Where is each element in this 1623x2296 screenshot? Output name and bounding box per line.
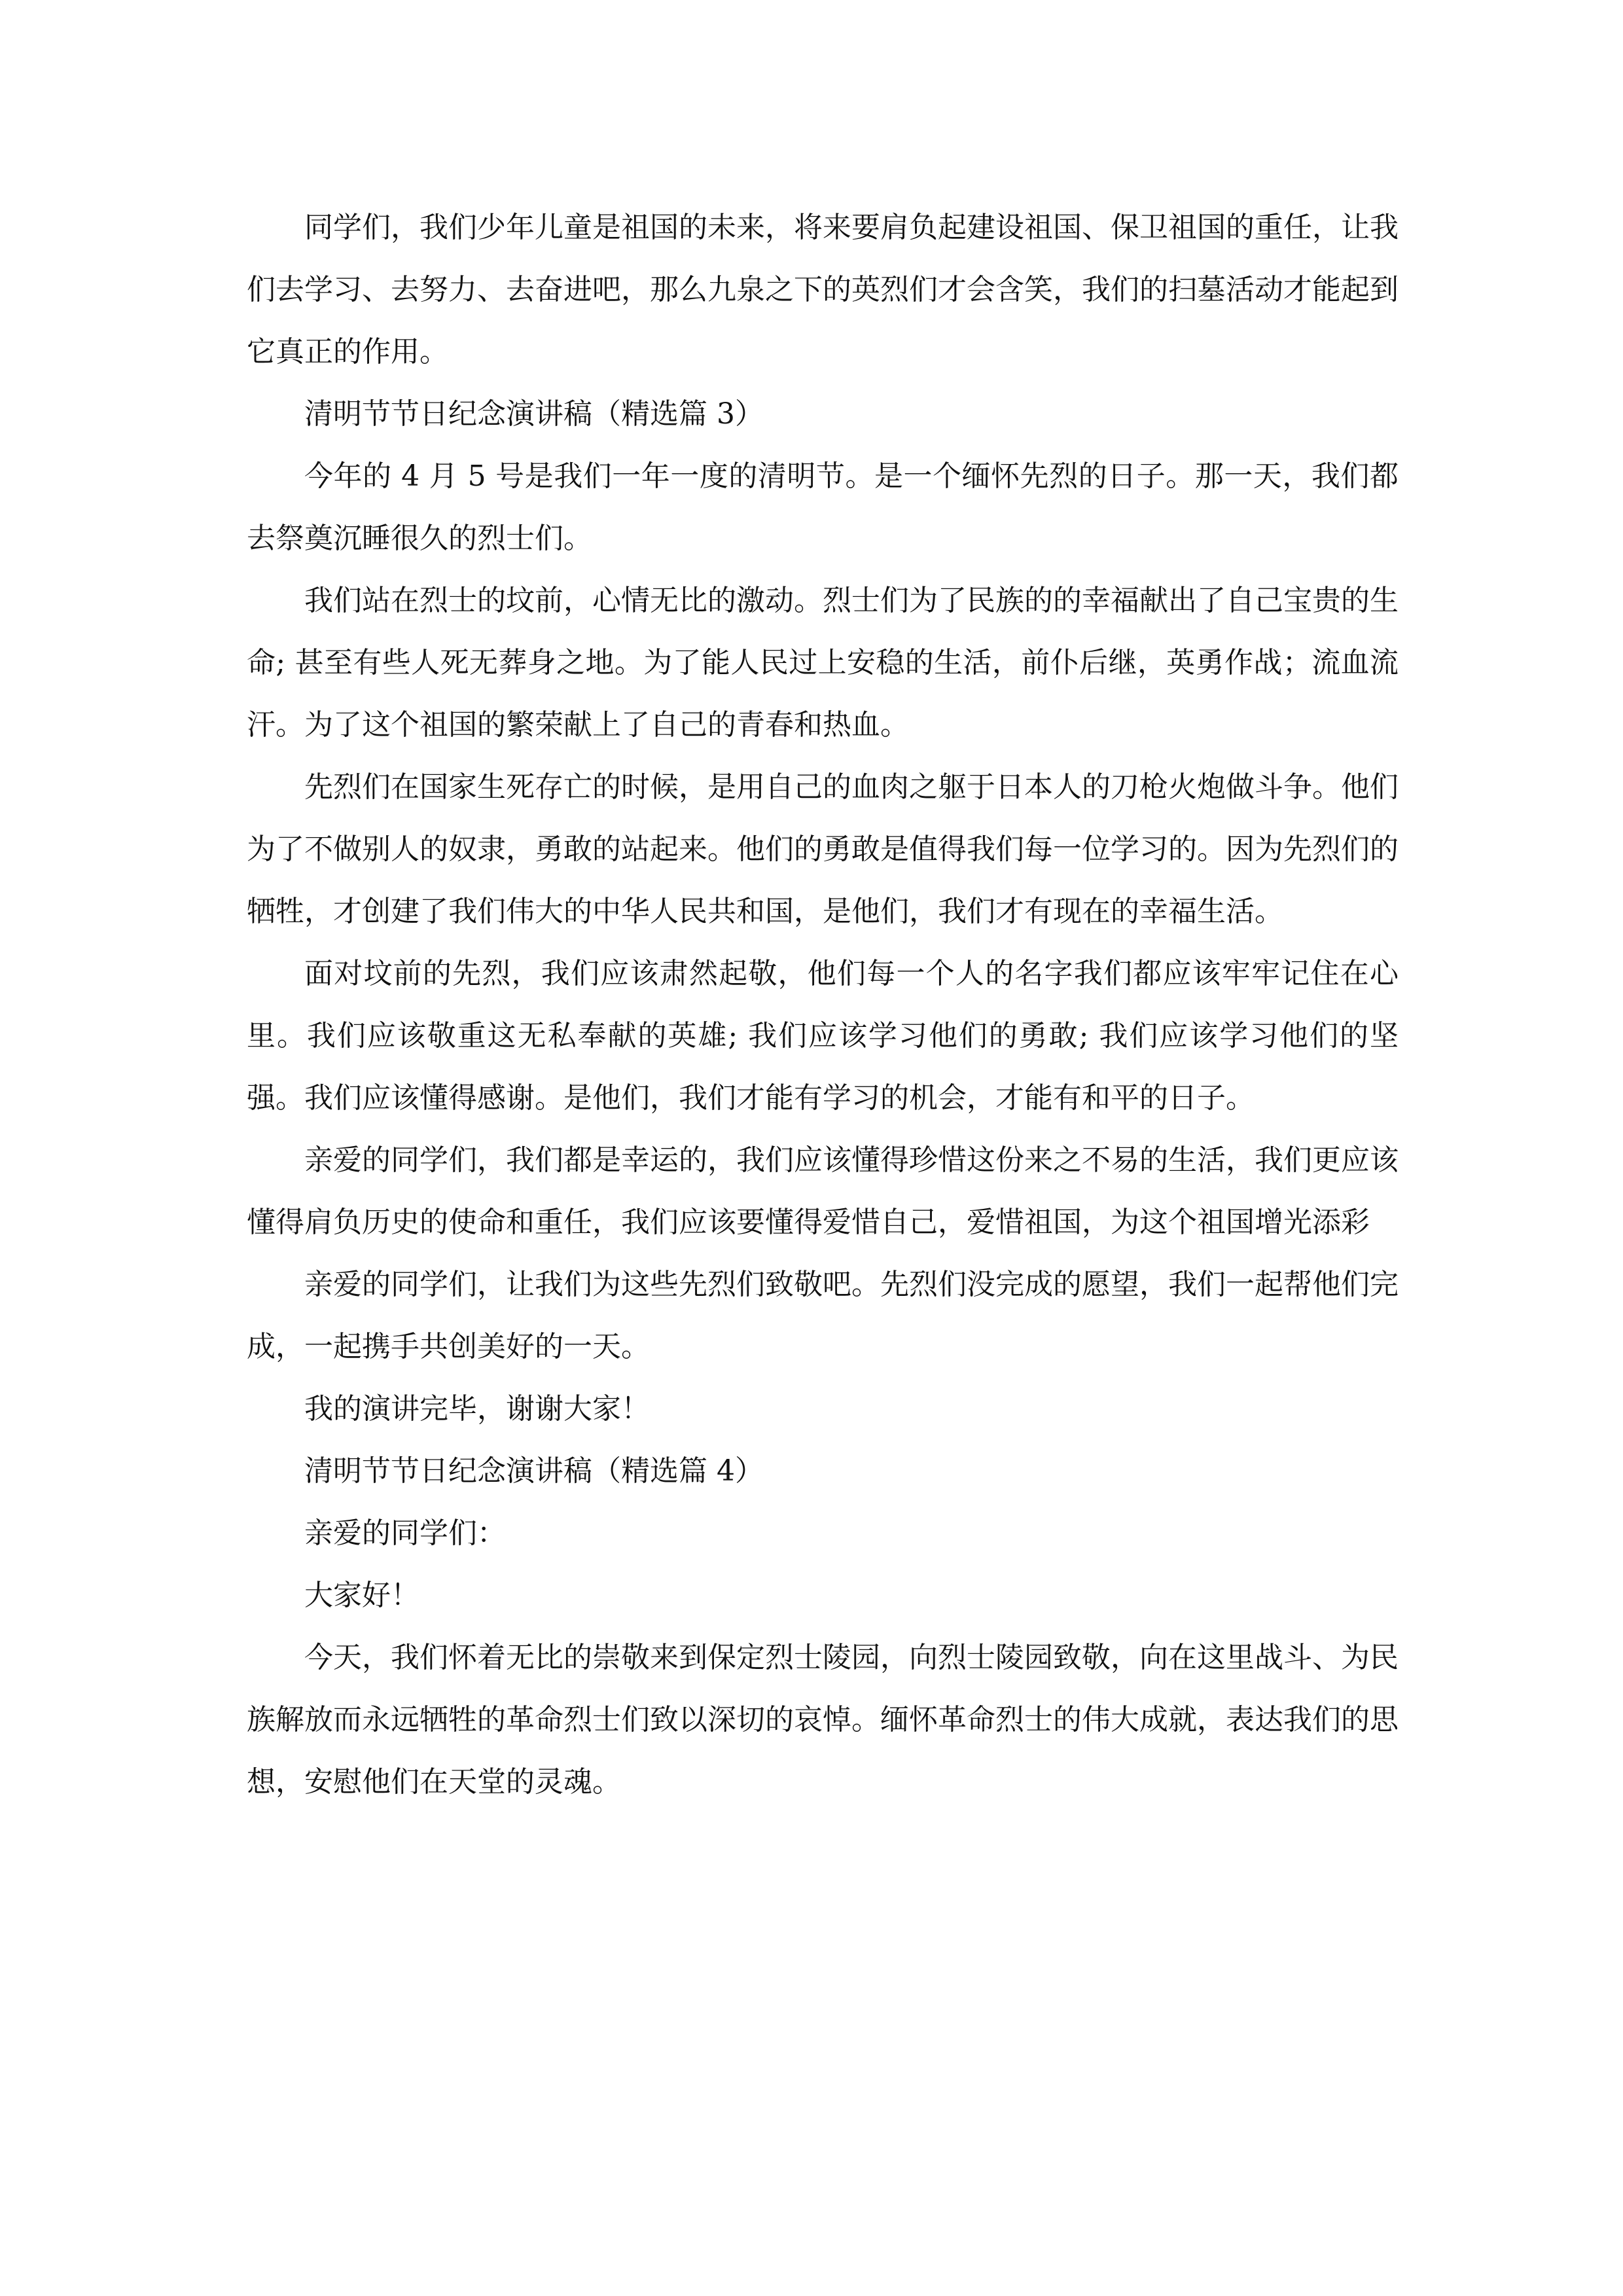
paragraph: 亲爱的同学们，我们都是幸运的，我们应该懂得珍惜这份来之不易的生活，我们更应该懂得肩负历史的使命和重任，我们应该要懂得爱惜自己，爱惜祖国，为这个祖国增光添彩 (247, 1143, 1399, 1239)
section-heading: 清明节节日纪念演讲稿（精选篇 4） (304, 1454, 764, 1488)
paragraph: 我们站在烈士的坟前，心情无比的激动。烈士们为了民族的的幸福献出了自己宝贵的生命; 甚至有些人死无葬身之地。为了能人民过上安稳的生活，前仆后继，英勇作战；流血流汗。为了这个祖国的繁荣献上了自己的青春和热血。 (247, 584, 1399, 742)
section-heading: 清明节节日纪念演讲稿（精选篇 3） (304, 397, 764, 431)
paragraph: 同学们，我们少年儿童是祖国的未来，将来要肩负起建设祖国、保卫祖国的重任，让我们去学习、去努力、去奋进吧，那么九泉之下的英烈们才会含笑，我们的扫墓活动才能起到它真正的作用。 (247, 211, 1399, 368)
paragraph: 亲爱的同学们，让我们为这些先烈们致敬吧。先烈们没完成的愿望，我们一起帮他们完成，一起携手共创美好的一天。 (247, 1268, 1399, 1363)
paragraph: 亲爱的同学们： (304, 1516, 506, 1550)
paragraph: 大家好！ (304, 1579, 419, 1612)
paragraph: 今天，我们怀着无比的崇敬来到保定烈士陵园，向烈士陵园致敬，向在这里战斗、为民族解放而永远牺牲的革命烈士们致以深切的哀悼。缅怀革命烈士的伟大成就，表达我们的思想，安慰他们在天堂的灵魂。 (247, 1641, 1399, 1799)
paragraph: 面对坟前的先烈，我们应该肃然起敬，他们每一个人的名字我们都应该牢牢记住在心里。我们应该敬重这无私奉献的英雄; 我们应该学习他们的勇敢; 我们应该学习他们的坚强。我们应该懂得感谢。是他们，我们才能有学习的机会，才能有和平的日子。 (247, 957, 1399, 1115)
document-body (247, 196, 1399, 1813)
paragraph: 先烈们在国家生死存亡的时候，是用自己的血肉之躯于日本人的刀枪火炮做斗争。他们为了不做别人的奴隶，勇敢的站起来。他们的勇敢是值得我们每一位学习的。因为先烈们的牺牲，才创建了我们伟大的中华人民共和国，是他们，我们才有现在的幸福生活。 (247, 770, 1399, 928)
paragraph: 今年的 4 月 5 号是我们一年一度的清明节。是一个缅怀先烈的日子。那一天，我们都去祭奠沉睡很久的烈士们。 (247, 459, 1399, 555)
paragraph: 我的演讲完毕，谢谢大家！ (304, 1392, 650, 1426)
